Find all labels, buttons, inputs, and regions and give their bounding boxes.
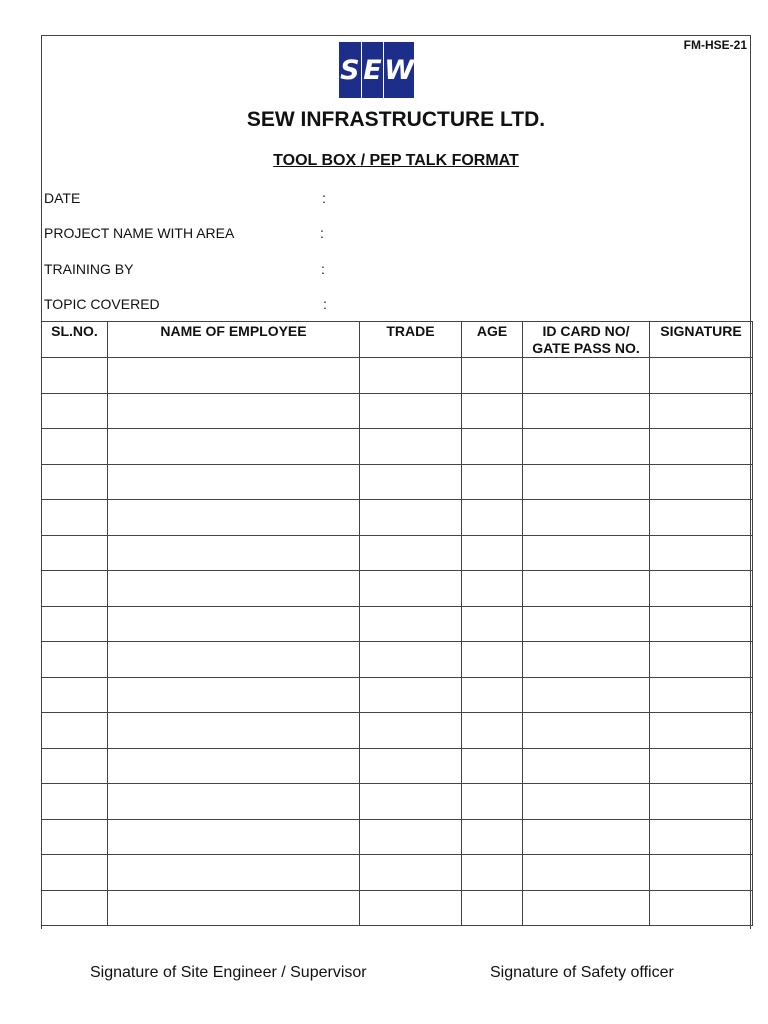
table-cell[interactable] [108,393,360,429]
table-cell[interactable] [462,642,523,678]
table-cell[interactable] [650,393,753,429]
table-row [42,819,753,855]
table-cell[interactable] [650,464,753,500]
table-cell[interactable] [650,855,753,891]
table-cell[interactable] [360,890,462,926]
table-cell[interactable] [650,429,753,465]
table-cell[interactable] [462,535,523,571]
table-cell[interactable] [42,748,108,784]
training-by-field[interactable] [44,261,325,277]
table-cell[interactable] [108,784,360,820]
table-cell[interactable] [650,642,753,678]
table-cell[interactable] [108,713,360,749]
table-cell[interactable] [108,464,360,500]
project-name-label: PROJECT NAME WITH AREA [44,225,235,241]
table-row [42,642,753,678]
table-cell[interactable] [360,393,462,429]
table-cell[interactable] [108,500,360,536]
table-cell[interactable] [42,571,108,607]
table-cell[interactable] [462,429,523,465]
table-cell[interactable] [462,606,523,642]
table-cell[interactable] [42,464,108,500]
form-sheet [41,35,751,929]
table-cell[interactable] [462,571,523,607]
table-cell[interactable] [360,819,462,855]
table-cell[interactable] [108,890,360,926]
table-cell[interactable] [650,535,753,571]
table-cell[interactable] [523,677,650,713]
table-cell[interactable] [360,358,462,394]
table-header-row [42,322,753,358]
table-cell[interactable] [42,890,108,926]
table-cell[interactable] [650,713,753,749]
table-body [42,358,753,926]
table-cell[interactable] [650,819,753,855]
table-cell[interactable] [360,464,462,500]
table-cell[interactable] [360,429,462,465]
table-cell[interactable] [523,748,650,784]
table-cell[interactable] [650,606,753,642]
table-cell[interactable] [523,890,650,926]
project-name-field[interactable] [44,225,324,241]
project-name-separator: : [320,225,324,241]
table-row [42,748,753,784]
table-cell[interactable] [108,642,360,678]
table-cell[interactable] [523,642,650,678]
table-cell[interactable] [462,855,523,891]
table-cell[interactable] [523,500,650,536]
table-row [42,500,753,536]
table-cell[interactable] [523,784,650,820]
table-row [42,713,753,749]
table-row [42,890,753,926]
table-cell[interactable] [650,500,753,536]
table-cell[interactable] [523,464,650,500]
form-title: TOOL BOX / PEP TALK FORMAT [273,152,519,169]
table-cell[interactable] [523,571,650,607]
attendance-table [41,321,753,926]
table-cell[interactable] [523,429,650,465]
col-age: AGE [462,322,523,358]
table-cell[interactable] [523,819,650,855]
table-cell[interactable] [523,358,650,394]
training-by-separator: : [321,261,325,277]
topic-covered-field[interactable] [44,296,327,312]
table-cell[interactable] [42,855,108,891]
table-row [42,464,753,500]
table-cell[interactable] [360,642,462,678]
table-row [42,784,753,820]
col-sl-no: SL.NO. [42,322,108,358]
table-cell[interactable] [523,606,650,642]
table-cell[interactable] [108,748,360,784]
table-cell[interactable] [523,713,650,749]
table-cell[interactable] [360,606,462,642]
table-cell[interactable] [650,890,753,926]
table-row [42,571,753,607]
table-cell[interactable] [108,606,360,642]
training-by-label: TRAINING BY [44,261,134,277]
table-cell[interactable] [650,571,753,607]
table-cell[interactable] [42,819,108,855]
site-engineer-signature-label: Signature of Site Engineer / Supervisor [90,964,367,981]
table-row [42,677,753,713]
table-cell[interactable] [650,358,753,394]
company-logo [339,42,414,98]
col-trade: TRADE [360,322,462,358]
table-row [42,855,753,891]
table-cell[interactable] [360,713,462,749]
date-field[interactable] [44,190,326,206]
logo-letter: E [362,42,385,98]
table-cell[interactable] [108,855,360,891]
table-row [42,429,753,465]
date-separator: : [322,190,326,206]
col-id-card: ID CARD NO/ GATE PASS NO. [523,322,650,358]
table-cell[interactable] [462,748,523,784]
table-cell[interactable] [360,535,462,571]
table-cell[interactable] [108,819,360,855]
table-cell[interactable] [360,677,462,713]
table-cell[interactable] [42,784,108,820]
table-cell[interactable] [523,393,650,429]
table-cell[interactable] [108,358,360,394]
table-row [42,393,753,429]
logo-letter: W [384,54,414,86]
table-cell[interactable] [108,535,360,571]
table-cell[interactable] [108,677,360,713]
table-cell[interactable] [650,784,753,820]
table-cell[interactable] [523,535,650,571]
table-cell[interactable] [108,571,360,607]
table-cell[interactable] [650,748,753,784]
form-code: FM-HSE-21 [683,38,747,52]
table-cell[interactable] [360,748,462,784]
table-row [42,606,753,642]
table-cell[interactable] [462,819,523,855]
table-cell[interactable] [360,855,462,891]
safety-officer-signature-label: Signature of Safety officer [490,964,674,981]
table-row [42,358,753,394]
table-cell[interactable] [462,464,523,500]
logo-letter: S [339,42,362,98]
table-cell[interactable] [462,784,523,820]
table-cell[interactable] [462,500,523,536]
topic-covered-label: TOPIC COVERED [44,296,160,312]
table-row [42,535,753,571]
table-cell[interactable] [42,677,108,713]
col-employee-name: NAME OF EMPLOYEE [108,322,360,358]
table-cell[interactable] [523,855,650,891]
table-cell[interactable] [42,713,108,749]
table-cell[interactable] [42,606,108,642]
company-name: SEW INFRASTRUCTURE LTD. [246,108,546,131]
table-cell[interactable] [42,535,108,571]
table-cell[interactable] [462,358,523,394]
table-cell[interactable] [360,500,462,536]
table-cell[interactable] [42,429,108,465]
table-cell[interactable] [360,784,462,820]
table-cell[interactable] [462,393,523,429]
topic-covered-separator: : [323,296,327,312]
table-cell[interactable] [42,358,108,394]
table-cell[interactable] [42,393,108,429]
table-cell[interactable] [360,571,462,607]
col-signature: SIGNATURE [650,322,753,358]
table-cell[interactable] [462,713,523,749]
table-cell[interactable] [42,642,108,678]
table-cell[interactable] [462,677,523,713]
date-label: DATE [44,190,81,206]
table-cell[interactable] [650,677,753,713]
table-cell[interactable] [462,890,523,926]
table-cell[interactable] [42,500,108,536]
table-cell[interactable] [108,429,360,465]
